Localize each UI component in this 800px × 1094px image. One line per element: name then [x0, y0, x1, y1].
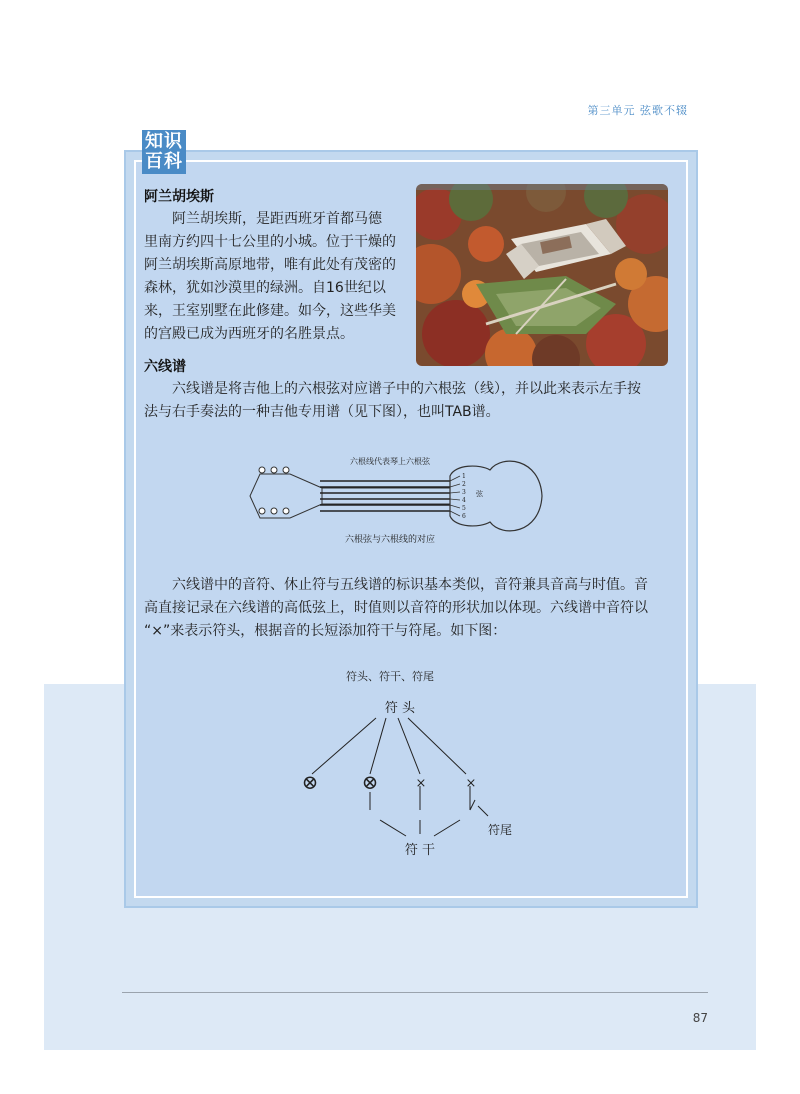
- guitar-top-label: 六根线代表琴上六根弦: [350, 457, 430, 466]
- paragraph-line: “×”来表示符头，根据音的长短添加符干与符尾。如下图：: [144, 623, 507, 639]
- note-head-label: 符 头: [384, 701, 416, 716]
- note-parts-diagram: [290, 660, 520, 860]
- tablature-notes-paragraph: [144, 574, 672, 643]
- paragraph-line: 里南方约四十七公里的小城。位于干燥的: [144, 234, 396, 250]
- paragraph-line: 的宫殿已成为西班牙的名胜景点。: [144, 326, 354, 342]
- section-title-aranjuez: 阿兰胡埃斯: [144, 189, 214, 205]
- badge-line-2: 百科: [145, 151, 183, 172]
- guitar-caption: 六根弦与六根线的对应: [344, 535, 436, 545]
- chapter-header: 第三单元 弦歌不辍: [587, 104, 688, 117]
- string-number: 3: [462, 489, 466, 496]
- string-number: 1: [462, 473, 466, 480]
- circled-x-note-head: ⊗: [361, 770, 379, 794]
- string-side-label: 弦: [476, 490, 483, 498]
- string-number: 5: [462, 505, 466, 512]
- paragraph-line: 阿兰胡埃斯，是距西班牙首都马德: [172, 211, 382, 227]
- aranjuez-paragraph: [144, 208, 406, 346]
- guitar-string-diagram: [240, 446, 550, 550]
- paragraph-line: 六线谱中的音符、休止符与五线谱的标识基本类似，音符兼具音高与时值。音: [172, 577, 648, 593]
- aranjuez-palace-photo: [416, 184, 668, 366]
- x-note-head: ×: [415, 776, 427, 791]
- string-number: 4: [462, 497, 466, 504]
- string-number: 2: [462, 481, 466, 488]
- note-stem-label: 符 干: [404, 843, 436, 858]
- string-number: 6: [462, 513, 466, 520]
- paragraph-line: 高直接记录在六线谱的高低弦上，时值则以音符的形状加以体现。六线谱中音符以: [144, 600, 648, 616]
- paragraph-line: 森林，犹如沙漠里的绿洲。自16世纪以: [144, 280, 386, 296]
- footer-divider: [122, 992, 708, 993]
- note-diagram-title: 符头、符干、符尾: [346, 670, 434, 683]
- page-number: 87: [692, 1011, 708, 1025]
- note-tail-label: 符尾: [488, 823, 513, 837]
- badge-line-1: 知识: [145, 131, 183, 152]
- x-note-head: ×: [465, 776, 477, 791]
- six-strings: [320, 481, 450, 511]
- paragraph-line: 六线谱是将吉他上的六根弦对应谱子中的六根弦（线），并以此来表示左手按: [172, 381, 641, 397]
- circled-x-note-head: ⊗: [301, 770, 319, 794]
- section-title-tablature: 六线谱: [144, 359, 186, 375]
- paragraph-line: 阿兰胡埃斯高原地带，唯有此处有茂密的: [144, 257, 396, 273]
- tablature-intro-paragraph: [144, 378, 672, 424]
- knowledge-badge: [142, 130, 186, 174]
- paragraph-line: 法与右手奏法的一种吉他专用谱（见下图），也叫TAB谱。: [144, 404, 500, 420]
- paragraph-line: 来，王室别墅在此修建。如今，这些华美: [144, 303, 396, 319]
